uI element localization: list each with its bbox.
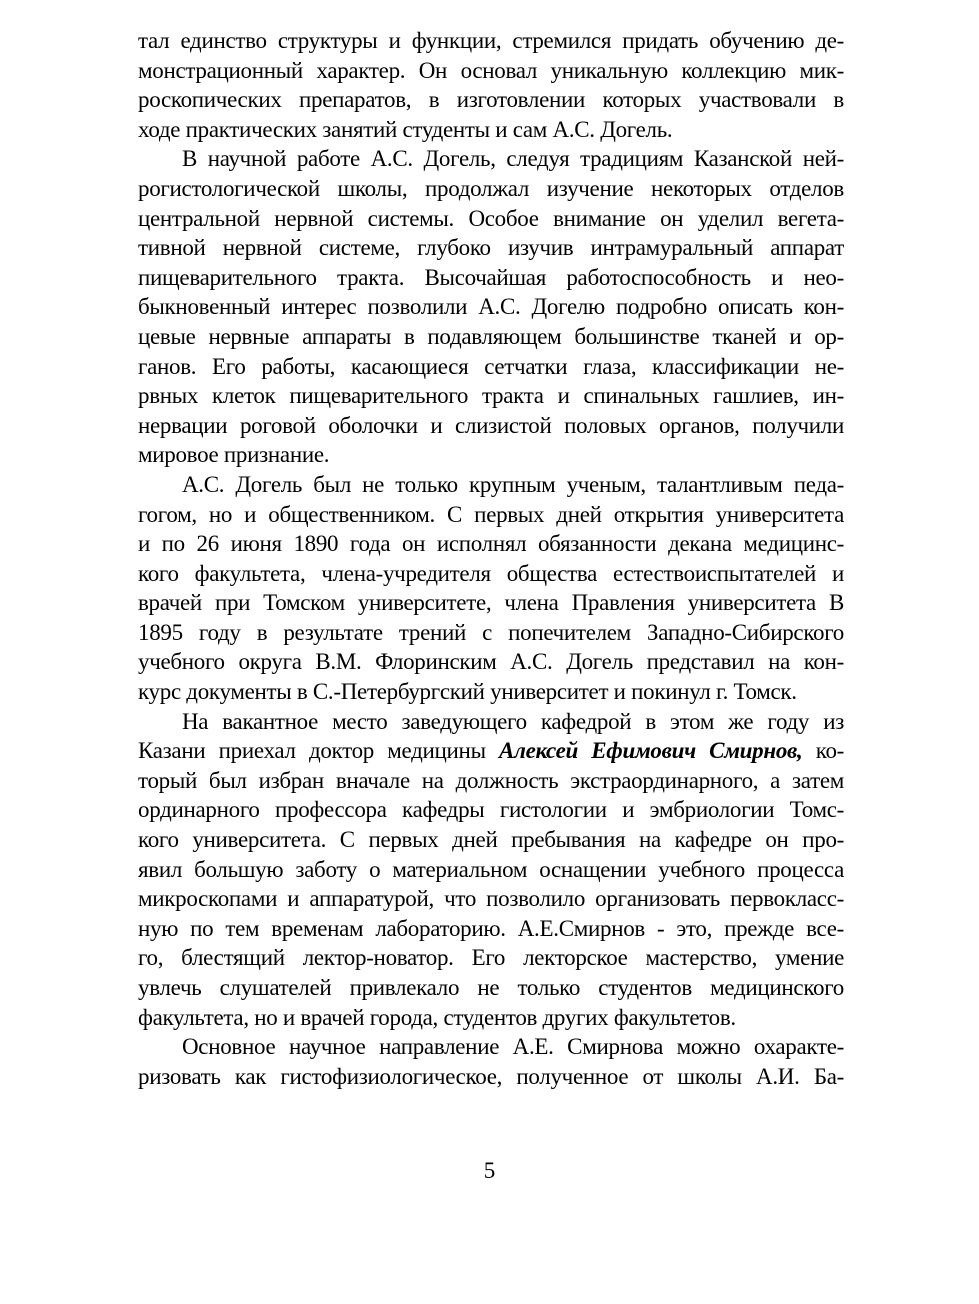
text-segment: Казани приехал доктор медицины — [138, 738, 500, 764]
person-name-emphasis: Алексей Ефимович Смирнов, — [499, 738, 803, 764]
text-line: гогом, но и общественником. С первых дней открытия университета — [138, 501, 844, 527]
text-line: ризовать как гистофизиологическое, полученное от школы А.И. Ба- — [138, 1063, 844, 1089]
text-line: учебного округа В.М. Флоринским А.С. Догель представил на кон- — [138, 649, 844, 675]
text-line: тал единство структуры и функции, стремился придать обучению де- — [138, 28, 844, 53]
text-line: Основное научное направление А.Е. Смирнова можно охаракте- — [182, 1034, 844, 1060]
text-line: монстрационный характер. Он основал уникальную коллекцию мик- — [138, 57, 844, 83]
text-line: быкновенный интерес позволили А.С. Догелю подробно описать кон- — [138, 294, 844, 320]
text-line — [138, 736, 844, 766]
text-line: рвных клеток пищеварительного тракта и спинальных гашлиев, ин- — [138, 383, 844, 409]
text-line: ходе практических занятий студенты и сам А.С. Догель. — [138, 116, 673, 142]
text-line: микроскопами и аппаратурой, что позволило организовать первокласс- — [138, 886, 844, 912]
body-text — [138, 26, 844, 1091]
text-line: ганов. Его работы, касающиеся сетчатки глаза, классификации не- — [138, 353, 844, 379]
text-line: На вакантное место заведующего кафедрой в этом же году из — [182, 708, 844, 734]
text-line: мировое признание. — [138, 442, 330, 468]
text-line: пищеварительного тракта. Высочайшая работоспособность и нео- — [138, 264, 844, 290]
text-segment: ко- — [802, 738, 845, 764]
text-line: ординарного профессора кафедры гистологии и эмбриологии Томс- — [138, 797, 844, 823]
text-line: явил большую заботу о материальном оснащении учебного процесса — [138, 856, 844, 882]
text-line: рогистологической школы, продолжал изучение некоторых отделов — [138, 175, 844, 201]
text-line: го, блестящий лектор-новатор. Его лекторское мастерство, умение — [138, 945, 844, 971]
text-line: кого университета. С первых дней пребывания на кафедре он про- — [138, 827, 844, 853]
text-line: факультета, но и врачей города, студентов других факультетов. — [138, 1004, 736, 1030]
text-line: В научной работе А.С. Догель, следуя традициям Казанской ней- — [182, 146, 844, 172]
text-line: торый был избран вначале на должность экстраординарного, а затем — [138, 767, 844, 793]
text-line: центральной нервной системы. Особое внимание он уделил вегета- — [138, 205, 844, 231]
text-line: курс документы в С.-Петербургский университет и покинул г. Томск. — [138, 679, 797, 705]
page-number: 5 — [483, 1158, 496, 1183]
text-line: цевые нервные аппараты в подавляющем большинстве тканей и ор- — [138, 323, 844, 349]
text-line: ную по тем временам лабораторию. А.Е.Смирнов - это, прежде все- — [138, 915, 844, 941]
text-line: врачей при Томском университете, члена Правления университета В — [138, 590, 844, 616]
text-line: нервации роговой оболочки и слизистой половых органов, получили — [138, 412, 844, 438]
text-line: кого факультета, члена-учредителя общества естествоиспытателей и — [138, 560, 844, 586]
text-line: тивной нервной системе, глубоко изучив интрамуральный аппарат — [138, 235, 844, 261]
text-line: и по 26 июня 1890 года он исполнял обязанности декана медицинс- — [138, 531, 844, 557]
text-line: 1895 году в результате трений с попечителем Западно-Сибирского — [138, 619, 844, 645]
text-line: А.С. Догель был не только крупным ученым, талантливым педа- — [182, 471, 844, 497]
text-line: роскопических препаратов, в изготовлении которых участвовали в — [138, 87, 844, 113]
text-line: увлечь слушателей привлекало не только студентов медицинского — [138, 975, 844, 1000]
